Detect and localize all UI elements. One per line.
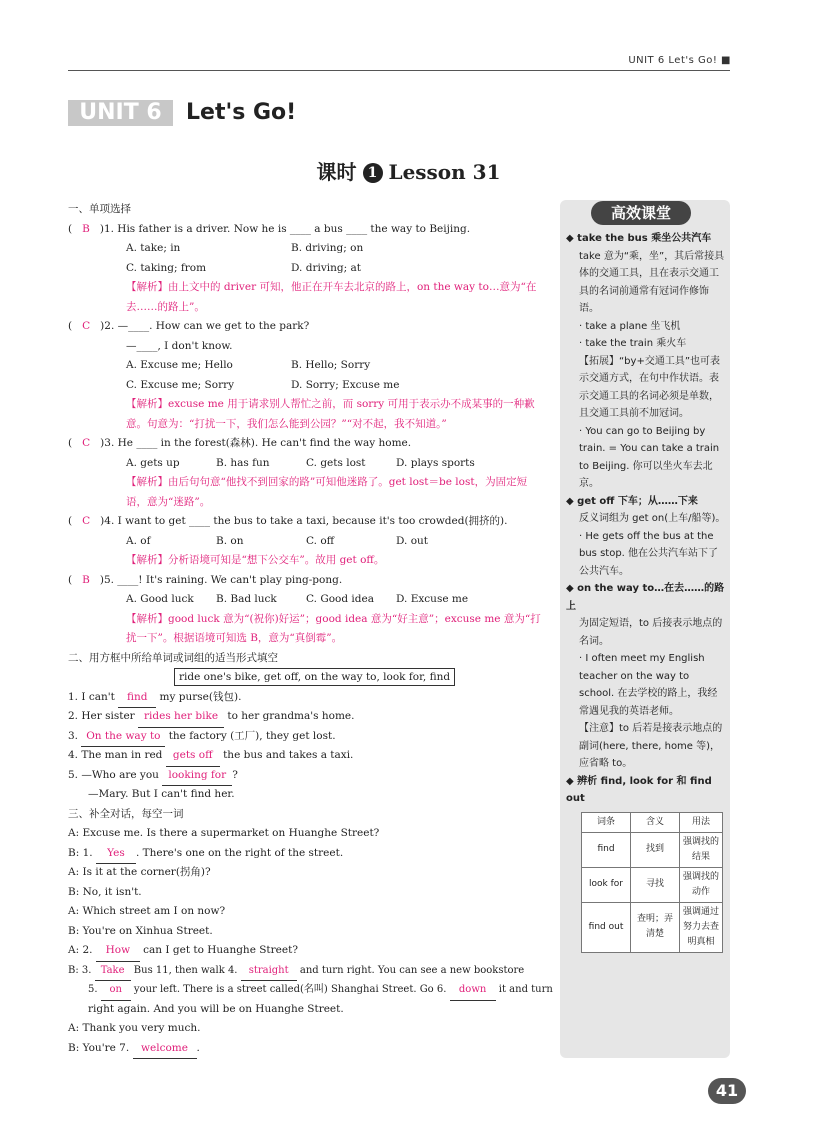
option: B. on bbox=[216, 534, 244, 547]
table-cell: 查明；弄清楚 bbox=[631, 902, 680, 952]
option: A. take; in bbox=[126, 242, 181, 254]
fill-answer: gets off bbox=[166, 746, 220, 767]
note-example: · take a plane 坐飞机 bbox=[579, 320, 681, 332]
option: A. Excuse me; Hello bbox=[126, 359, 233, 371]
dialogue-line: B: 3. Take Bus 11, then walk 4. straight and turn right. You can see a new bookstore bbox=[68, 961, 546, 981]
option: C. Good idea bbox=[306, 593, 374, 605]
dialogue-line: B: No, it isn't. bbox=[68, 885, 142, 898]
fill-answer: Take bbox=[95, 961, 131, 982]
table-header: 词条 bbox=[582, 812, 631, 832]
note-text: 【注意】to 后若是接表示地点的副词(here, there, home 等)，应省略 to。 bbox=[579, 723, 723, 769]
question: ( C )2. —____. How can we get to the park? bbox=[68, 320, 310, 332]
comparison-table bbox=[581, 812, 723, 953]
option: C. Excuse me; Sorry bbox=[126, 378, 235, 391]
table-cell: 找到 bbox=[631, 832, 680, 867]
fill-answer: rides her bike bbox=[138, 707, 224, 728]
option: C. off bbox=[306, 534, 335, 547]
option: D. Excuse me bbox=[396, 593, 469, 605]
options-row bbox=[68, 454, 546, 474]
option: B. driving; on bbox=[291, 242, 364, 254]
fill-answer: looking for bbox=[162, 766, 232, 787]
section-heading: 二、用方框中所给单词或词组的适当形式填空 bbox=[68, 651, 278, 664]
fill-item: 4. The man in red gets off the bus and takes a taxi. bbox=[68, 746, 546, 766]
dialogue-line: 5. on your left. There is a street called(名叫) Shanghai Street. Go 6. down it and turn bbox=[68, 980, 546, 1000]
option: C. gets lost bbox=[306, 456, 366, 469]
options-row bbox=[68, 532, 546, 552]
fill-answer: down bbox=[450, 980, 496, 1001]
fill-answer: Yes bbox=[96, 844, 136, 865]
dialogue-line: A: Which street am I on now? bbox=[68, 905, 226, 917]
options-row bbox=[68, 356, 546, 376]
fill-answer: On the way to bbox=[81, 727, 165, 748]
dialogue-line: B: You're 7. welcome . bbox=[68, 1039, 546, 1059]
table-cell: 强调找的结果 bbox=[680, 832, 723, 867]
table-header: 含义 bbox=[631, 812, 680, 832]
fill-answer: find bbox=[118, 688, 156, 709]
question-text: 3. He ____ in the forest(森林). He can't find the way home. bbox=[104, 437, 412, 449]
word-box-row bbox=[68, 668, 546, 688]
options-row bbox=[68, 590, 546, 610]
fill-item: 3. On the way to the factory (工厂), they get lost. bbox=[68, 727, 546, 747]
page-number: 41 bbox=[708, 1078, 746, 1104]
note-text: 【拓展】“by+交通工具”也可表示交通方式，在句中作状语。表示交通工具的名词必须是单数，且交通工具前不加冠词。 bbox=[579, 355, 721, 419]
question: ( C )4. I want to get ____ the bus to take a taxi, because it's too crowded(拥挤的). bbox=[68, 515, 508, 527]
sidebar-notes bbox=[566, 230, 726, 953]
answer: B bbox=[82, 222, 90, 235]
table-cell: 强调找的动作 bbox=[680, 867, 723, 902]
dialogue-line: A: Thank you very much. bbox=[68, 1022, 201, 1034]
question: ( C )3. He ____ in the forest(森林). He can't find the way home. bbox=[68, 437, 412, 449]
section-heading: 三、补全对话，每空一词 bbox=[68, 807, 184, 820]
unit-title: Let's Go! bbox=[186, 100, 297, 125]
table-cell: look for bbox=[582, 867, 631, 902]
note-text: 为固定短语，to 后接表示地点的名词。 bbox=[579, 618, 723, 647]
note-heading: ◆ get off 下车；从……下来 bbox=[566, 495, 698, 507]
dialogue-line: B: 1. Yes . There's one on the right of the street. bbox=[68, 844, 546, 864]
question: ( B )5. ____! It's raining. We can't play ping-pong. bbox=[68, 573, 343, 586]
question-text: 4. I want to get ____ the bus to take a taxi, because it's too crowded(拥挤的). bbox=[104, 515, 508, 527]
explanation: 【解析】由上文中的 driver 可知，他正在开车去北京的路上，on the way to…意为“在去……的路上”。 bbox=[126, 281, 537, 313]
fill-answer: How bbox=[96, 941, 140, 962]
table-cell: find out bbox=[582, 902, 631, 952]
fill-item: 5. —Who are you looking for ? bbox=[68, 766, 546, 786]
explanation: 【解析】good luck 意为“(祝你)好运”；good idea 意为“好主意”；excuse me 意为“打扰一下”。根据语境可知选 B，意为“真倒霉”。 bbox=[126, 612, 541, 644]
explanation: 【解析】由后句句意“他找不到回家的路”可知他迷路了。get lost＝be lost，为固定短语，意为“迷路”。 bbox=[126, 476, 528, 508]
unit-badge: UNIT 6 bbox=[68, 100, 173, 126]
option: C. taking; from bbox=[126, 261, 207, 274]
fill-answer: straight bbox=[241, 961, 297, 982]
option: B. Hello; Sorry bbox=[291, 359, 371, 371]
answer: C bbox=[82, 437, 91, 449]
fill-item: 2. Her sister rides her bike to her grandma's home. bbox=[68, 707, 546, 727]
option: D. Sorry; Excuse me bbox=[291, 378, 400, 391]
options-row bbox=[68, 239, 546, 259]
note-heading: ◆ 辨析 find, look for 和 find out bbox=[566, 775, 712, 804]
dialogue-line: A: Excuse me. Is there a supermarket on Huanghe Street? bbox=[68, 827, 380, 839]
options-row bbox=[68, 376, 546, 396]
fill-item: 1. I can't find my purse(钱包). bbox=[68, 688, 546, 708]
question: ( B )1. His father is a driver. Now he is ____ a bus ____ the way to Beijing. bbox=[68, 222, 471, 235]
running-header: UNIT 6 Let's Go! ■ bbox=[628, 55, 731, 66]
option: A. Good luck bbox=[126, 593, 194, 605]
question-text: 5. ____! It's raining. We can't play ping-pong. bbox=[103, 573, 343, 586]
answer: B bbox=[82, 573, 90, 586]
lesson-number-badge: 1 bbox=[363, 163, 383, 183]
options-row bbox=[68, 259, 546, 279]
answer: C bbox=[82, 320, 91, 332]
note-example: · take the train 乘火车 bbox=[579, 338, 687, 349]
note-example: · He gets off the bus at the bus stop. 他在公共汽车站下了公共汽车。 bbox=[579, 530, 719, 577]
question-text: 2. —____. How can we get to the park? bbox=[104, 320, 310, 332]
word-box: ride one's bike, get off, on the way to, look for, find bbox=[174, 668, 455, 686]
note-heading: ◆ on the way to…在去……的路上 bbox=[566, 583, 725, 612]
table-cell: find bbox=[582, 832, 631, 867]
option: B. has fun bbox=[216, 456, 270, 469]
note-text: 反义词组为 get on(上车/船等)。 bbox=[579, 513, 726, 524]
table-cell: 寻找 bbox=[631, 867, 680, 902]
option: D. plays sports bbox=[396, 456, 475, 469]
exercise-column bbox=[68, 200, 553, 1058]
question-text: 1. His father is a driver. Now he is ____ a bus ____ the way to Beijing. bbox=[103, 222, 471, 235]
option: B. Bad luck bbox=[216, 593, 277, 605]
option: A. gets up bbox=[126, 456, 180, 469]
note-example: · I often meet my English teacher on the way to school. 在去学校的路上，我经常遇见我的英语老师。 bbox=[579, 653, 718, 717]
option: A. of bbox=[126, 534, 151, 547]
dialogue-line: right again. And you will be on Huanghe Street. bbox=[88, 1002, 344, 1015]
explanation: 【解析】分析语境可知是“想下公交车”。故用 get off。 bbox=[126, 554, 385, 566]
lesson-name: Lesson 31 bbox=[388, 160, 501, 184]
fill-answer: on bbox=[101, 980, 131, 1001]
fill-answer: welcome bbox=[133, 1039, 197, 1060]
question-text: —____, I don't know. bbox=[126, 339, 233, 352]
lesson-title bbox=[0, 156, 817, 185]
answer: C bbox=[82, 515, 91, 527]
note-heading: ◆ take the bus 乘坐公共汽车 bbox=[566, 233, 712, 244]
explanation: 【解析】excuse me 用于请求别人帮忙之前，而 sorry 可用于表示办不成某事的一种歉意。句意为：“打扰一下，我们怎么能到公园？”“对不起，我不知道。” bbox=[126, 398, 535, 430]
table-cell: 强调通过努力去查明真相 bbox=[680, 902, 723, 952]
note-example: · You can go to Beijing by train. = You can take a train to Beijing. 你可以坐火车去北京。 bbox=[579, 425, 720, 489]
table-header: 用法 bbox=[680, 812, 723, 832]
dialogue-line: B: You're on Xinhua Street. bbox=[68, 924, 213, 937]
option: D. out bbox=[396, 534, 429, 547]
dialogue-line: A: 2. How can I get to Huanghe Street? bbox=[68, 941, 546, 961]
header-rule bbox=[68, 70, 730, 71]
note-text: take 意为“乘，坐”，其后常接具体的交通工具，且在表示交通工具的名词前通常有冠词作修饰语。 bbox=[579, 250, 725, 314]
section-heading: 一、单项选择 bbox=[68, 203, 131, 215]
lesson-prefix: 课时 bbox=[316, 160, 357, 184]
option: D. driving; at bbox=[291, 261, 361, 274]
sidebar-title: 高效课堂 bbox=[591, 201, 691, 225]
fill-item-reply: —Mary. But I can't find her. bbox=[88, 788, 235, 800]
dialogue-line: A: Is it at the corner(拐角)? bbox=[68, 866, 211, 878]
